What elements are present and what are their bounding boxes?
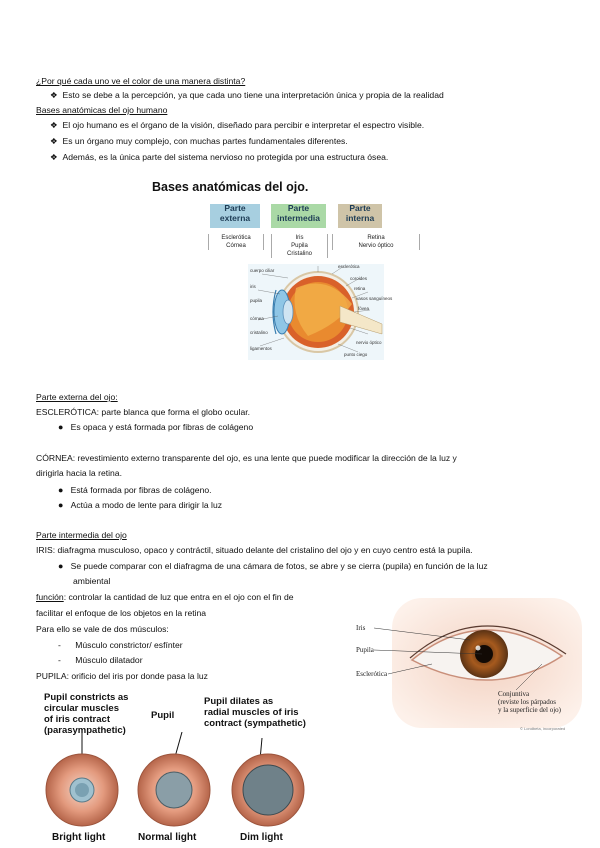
list-item: - Músculo dilatador [58, 655, 143, 665]
caption-dilate: Pupil dilates as radial muscles of iris contract (sympathetic) [204, 696, 306, 729]
caption-normal-light: Normal light [138, 832, 197, 843]
paragraph: CÓRNEA: revestimiento externo transparente del ojo, es una lente que puede modificar la dirección de la luz y [36, 453, 457, 463]
diamond-bullet-icon: ❖ [50, 90, 58, 100]
bright-light-pupil [46, 754, 118, 826]
section-heading: Parte externa del ojo: [36, 392, 118, 402]
diamond-bullet-icon: ❖ [50, 120, 58, 130]
dash-bullet: - [58, 640, 61, 650]
box-parte-intermedia: Parte intermedia [271, 204, 326, 228]
list-item: ❖ Es un órgano muy complejo, con muchas partes fundamentales diferentes. [50, 136, 348, 146]
list-item: ❖ El ojo humano es el órgano de la visión, diseñado para percibir e interpretar el espectro visible. [50, 120, 425, 130]
eye-cross-section-illustration: cuerpo ciliar iris pupila córnea cristalino ligamentos esclerótica coroides retina vasos sanguíneos fóvea nervio óptico punto ciego [248, 264, 384, 360]
list-item: ❖ Además, es la única parte del sistema nervioso no protegida por una estructura ósea. [50, 152, 389, 162]
label-pupila: Pupila [356, 646, 374, 654]
dot-bullet-icon: ● [58, 422, 64, 432]
paragraph: ambiental [73, 576, 111, 586]
paragraph: función: controlar la cantidad de luz que entra en el ojo con el fin de [36, 592, 294, 602]
label-conjuntiva: Conjuntiva (reviste los párpados y la superficie del ojo) [498, 690, 561, 714]
list-item: ● Se puede comparar con el diafragma de una cámara de fotos, se abre y se cierra (pupila) en función de la luz [58, 561, 488, 571]
paragraph: Para ello se vale de dos músculos: [36, 624, 169, 634]
list-item: - Músculo constrictor/ esfínter [58, 640, 183, 650]
dot-bullet-icon: ● [58, 500, 64, 510]
list-item: ❖ Esto se debe a la percepción, ya que cada uno tiene una interpretación única y propia de la realidad [50, 90, 444, 100]
pupil-illustrations [30, 732, 330, 832]
list-item: ● Está formada por fibras de colágeno. [58, 485, 212, 495]
dot-bullet-icon: ● [58, 561, 64, 571]
normal-light-pupil [138, 754, 210, 826]
dot-bullet-icon: ● [58, 485, 64, 495]
paragraph: facilitar el enfoque de los objetos en la retina [36, 608, 207, 618]
list-intermedia: Iris Pupila Cristalino [271, 234, 328, 258]
list-item: ● Es opaca y está formada por fibras de colágeno [58, 422, 254, 432]
eye-photo-illustration [352, 598, 582, 740]
diamond-bullet-icon: ❖ [50, 136, 58, 146]
list-interna: Retina Nervio óptico [332, 234, 420, 250]
caption-bright-light: Bright light [52, 832, 106, 843]
question-heading: ¿Por qué cada uno ve el color de una manera distinta? [36, 76, 246, 86]
caption-dim-light: Dim light [240, 832, 283, 843]
anatomy-diagram [148, 180, 428, 380]
pupil-figure [30, 692, 330, 848]
diagram-title: Bases anatómicas del ojo. [152, 180, 309, 194]
box-parte-externa: Parte externa [210, 204, 260, 228]
list-externa: Esclerótica Córnea [208, 234, 264, 250]
caption-constrict: Pupil constricts as circular muscles of iris contract (parasympathetic) [44, 692, 129, 736]
label-esclerotica: Esclerótica [356, 670, 388, 678]
paragraph: ESCLERÓTICA: parte blanca que forma el globo ocular. [36, 407, 250, 417]
caption-pupil: Pupil [151, 710, 175, 721]
paragraph: dirigirla hacia la retina. [36, 468, 122, 478]
paragraph: IRIS: diafragma musculoso, opaco y contráctil, situado delante del cristalino del ojo y en cuyo centro está la pupila. [36, 545, 473, 555]
list-item: ● Actúa a modo de lente para dirigir la luz [58, 500, 223, 510]
section-heading: Parte intermedia del ojo [36, 530, 127, 540]
dim-light-pupil [232, 754, 304, 826]
image-credit: © Londbeta, incorporated [520, 726, 566, 731]
label-iris: Iris [356, 624, 366, 632]
box-parte-interna: Parte interna [338, 204, 382, 228]
paragraph: PUPILA: orificio del iris por donde pasa la luz [36, 671, 208, 681]
eye-photo-figure [352, 598, 582, 740]
diamond-bullet-icon: ❖ [50, 152, 58, 162]
dash-bullet: - [58, 655, 61, 665]
section-heading: Bases anatómicas del ojo humano [36, 105, 168, 115]
